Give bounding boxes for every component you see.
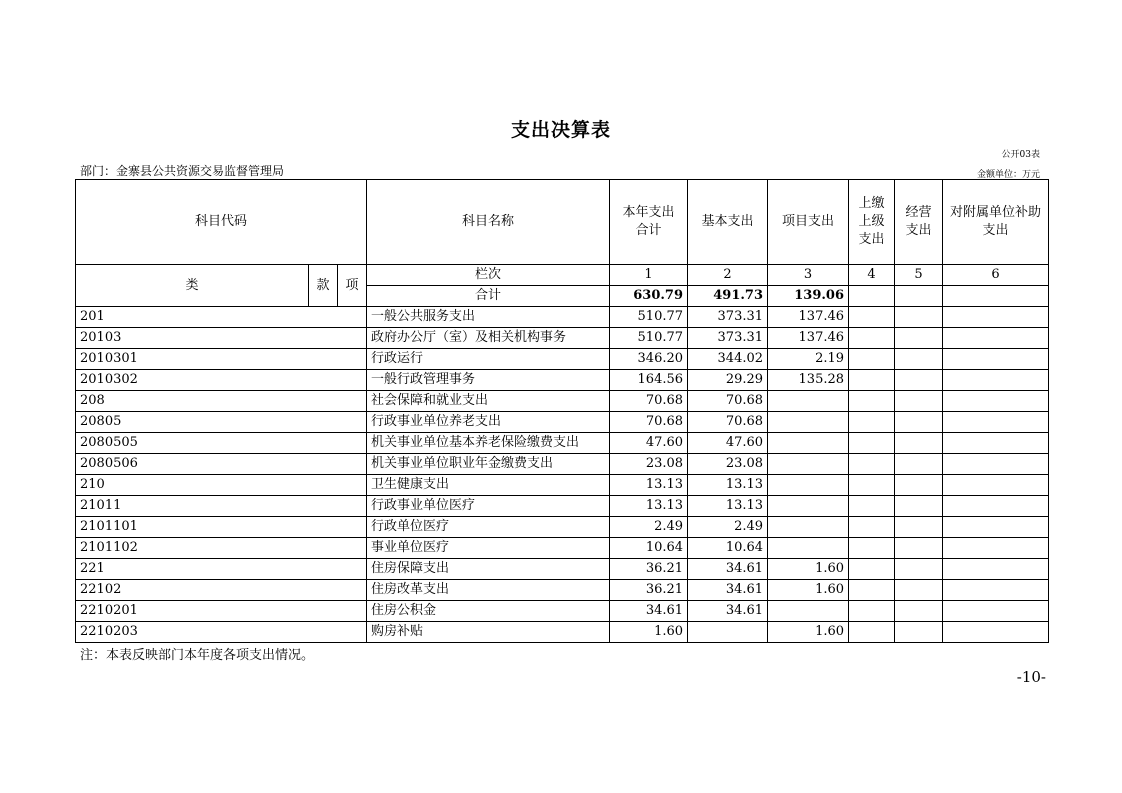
cell-project xyxy=(768,538,849,559)
cell-business xyxy=(895,433,943,454)
cell-upper xyxy=(849,517,895,538)
page-title: 支出决算表 xyxy=(510,119,611,141)
cell-project xyxy=(768,517,849,538)
total-label: 合计 xyxy=(367,286,610,307)
cell-upper xyxy=(849,475,895,496)
header-subsidy: 对附属单位补助支出 xyxy=(943,180,1049,265)
cell-total: 510.77 xyxy=(610,328,688,349)
cell-basic: 70.68 xyxy=(688,412,768,433)
cell-code: 2080505 xyxy=(76,433,367,454)
cell-subsidy xyxy=(943,622,1049,643)
cell-code: 210 xyxy=(76,475,367,496)
total-upper xyxy=(849,286,895,307)
cell-code: 20805 xyxy=(76,412,367,433)
cell-total: 164.56 xyxy=(610,370,688,391)
cell-name: 机关事业单位基本养老保险缴费支出 xyxy=(367,433,610,454)
cell-total: 36.21 xyxy=(610,559,688,580)
cell-upper xyxy=(849,391,895,412)
cell-upper xyxy=(849,433,895,454)
cell-basic: 70.68 xyxy=(688,391,768,412)
cell-subsidy xyxy=(943,601,1049,622)
cell-subsidy xyxy=(943,475,1049,496)
cell-upper xyxy=(849,559,895,580)
cell-subsidy xyxy=(943,559,1049,580)
header-name: 科目名称 xyxy=(367,180,610,265)
cell-project: 1.60 xyxy=(768,580,849,601)
total-basic: 491.73 xyxy=(688,286,768,307)
cell-code: 2210201 xyxy=(76,601,367,622)
cell-name: 一般公共服务支出 xyxy=(367,307,610,328)
cell-code: 2210203 xyxy=(76,622,367,643)
cell-basic: 344.02 xyxy=(688,349,768,370)
header-business: 经营支出 xyxy=(895,180,943,265)
table-row xyxy=(76,601,1049,622)
cell-total: 70.68 xyxy=(610,412,688,433)
cell-subsidy xyxy=(943,454,1049,475)
cell-subsidy xyxy=(943,517,1049,538)
cell-name: 住房公积金 xyxy=(367,601,610,622)
cell-name: 住房保障支出 xyxy=(367,559,610,580)
cell-total: 13.13 xyxy=(610,475,688,496)
cell-total: 34.61 xyxy=(610,601,688,622)
table-row xyxy=(76,538,1049,559)
cell-code: 201 xyxy=(76,307,367,328)
table-row xyxy=(76,328,1049,349)
table-row xyxy=(76,412,1049,433)
cell-name: 事业单位医疗 xyxy=(367,538,610,559)
cell-code: 2010302 xyxy=(76,370,367,391)
total-business xyxy=(895,286,943,307)
page-number: -10- xyxy=(1016,668,1046,686)
cell-code: 2010301 xyxy=(76,349,367,370)
cell-project xyxy=(768,454,849,475)
table-note: 注：本表反映部门本年度各项支出情况。 xyxy=(80,648,315,663)
cell-upper xyxy=(849,601,895,622)
cell-total: 47.60 xyxy=(610,433,688,454)
cell-subsidy xyxy=(943,538,1049,559)
cell-upper xyxy=(849,307,895,328)
cell-business xyxy=(895,328,943,349)
form-number: 公开03表 xyxy=(1001,150,1040,160)
cell-subsidy xyxy=(943,370,1049,391)
column-index-row xyxy=(76,265,1049,286)
cell-upper xyxy=(849,349,895,370)
table-row xyxy=(76,517,1049,538)
cell-name: 行政运行 xyxy=(367,349,610,370)
cell-code: 20103 xyxy=(76,328,367,349)
cell-name: 行政事业单位医疗 xyxy=(367,496,610,517)
cell-business xyxy=(895,622,943,643)
cell-total: 10.64 xyxy=(610,538,688,559)
cell-basic: 34.61 xyxy=(688,601,768,622)
cell-subsidy xyxy=(943,496,1049,517)
cell-basic: 373.31 xyxy=(688,328,768,349)
cell-name: 住房改革支出 xyxy=(367,580,610,601)
cell-business xyxy=(895,601,943,622)
col-index-3: 3 xyxy=(768,265,849,286)
table-row xyxy=(76,391,1049,412)
total-amount: 630.79 xyxy=(610,286,688,307)
table-row xyxy=(76,580,1049,601)
cell-project: 135.28 xyxy=(768,370,849,391)
cell-name: 一般行政管理事务 xyxy=(367,370,610,391)
header-lei: 类 xyxy=(76,265,309,307)
cell-code: 208 xyxy=(76,391,367,412)
total-subsidy xyxy=(943,286,1049,307)
cell-subsidy xyxy=(943,391,1049,412)
cell-upper xyxy=(849,622,895,643)
cell-basic: 13.13 xyxy=(688,475,768,496)
cell-upper xyxy=(849,328,895,349)
amount-unit-label: 金额单位：万元 xyxy=(976,170,1040,180)
cell-code: 22102 xyxy=(76,580,367,601)
cell-business xyxy=(895,580,943,601)
cell-business xyxy=(895,559,943,580)
cell-total: 2.49 xyxy=(610,517,688,538)
cell-business xyxy=(895,370,943,391)
cell-subsidy xyxy=(943,412,1049,433)
header-upper: 上缴上级支出 xyxy=(849,180,895,265)
col-index-1: 1 xyxy=(610,265,688,286)
cell-name: 政府办公厅（室）及相关机构事务 xyxy=(367,328,610,349)
table-row xyxy=(76,349,1049,370)
col-index-6: 6 xyxy=(943,265,1049,286)
cell-code: 2101102 xyxy=(76,538,367,559)
cell-basic: 13.13 xyxy=(688,496,768,517)
table-row xyxy=(76,496,1049,517)
cell-subsidy xyxy=(943,307,1049,328)
header-kuan: 款 xyxy=(309,265,338,307)
cell-total: 1.60 xyxy=(610,622,688,643)
cell-business xyxy=(895,454,943,475)
cell-upper xyxy=(849,370,895,391)
expenditure-table xyxy=(75,179,1049,643)
cell-subsidy xyxy=(943,433,1049,454)
cell-basic: 373.31 xyxy=(688,307,768,328)
table-row xyxy=(76,559,1049,580)
cell-project xyxy=(768,412,849,433)
cell-total: 346.20 xyxy=(610,349,688,370)
table-row xyxy=(76,370,1049,391)
cell-code: 21011 xyxy=(76,496,367,517)
cell-project: 1.60 xyxy=(768,559,849,580)
col-index-4: 4 xyxy=(849,265,895,286)
col-index-2: 2 xyxy=(688,265,768,286)
header-xiang: 项 xyxy=(338,265,367,307)
col-index-5: 5 xyxy=(895,265,943,286)
cell-basic: 47.60 xyxy=(688,433,768,454)
cell-project: 2.19 xyxy=(768,349,849,370)
cell-code: 2080506 xyxy=(76,454,367,475)
cell-business xyxy=(895,391,943,412)
cell-business xyxy=(895,349,943,370)
cell-business xyxy=(895,538,943,559)
cell-basic: 34.61 xyxy=(688,580,768,601)
cell-name: 机关事业单位职业年金缴费支出 xyxy=(367,454,610,475)
cell-name: 行政事业单位养老支出 xyxy=(367,412,610,433)
header-basic: 基本支出 xyxy=(688,180,768,265)
cell-upper xyxy=(849,412,895,433)
cell-basic: 23.08 xyxy=(688,454,768,475)
cell-upper xyxy=(849,496,895,517)
cell-business xyxy=(895,517,943,538)
cell-project xyxy=(768,391,849,412)
cell-total: 13.13 xyxy=(610,496,688,517)
cell-project xyxy=(768,496,849,517)
table-row xyxy=(76,622,1049,643)
cell-business xyxy=(895,307,943,328)
cell-project: 137.46 xyxy=(768,328,849,349)
header-project: 项目支出 xyxy=(768,180,849,265)
cell-project: 1.60 xyxy=(768,622,849,643)
header-lanci: 栏次 xyxy=(367,265,610,286)
cell-total: 510.77 xyxy=(610,307,688,328)
cell-code: 221 xyxy=(76,559,367,580)
header-row xyxy=(76,180,1049,265)
cell-business xyxy=(895,496,943,517)
cell-project: 137.46 xyxy=(768,307,849,328)
cell-upper xyxy=(849,580,895,601)
cell-subsidy xyxy=(943,349,1049,370)
cell-project xyxy=(768,433,849,454)
cell-code: 2101101 xyxy=(76,517,367,538)
cell-project xyxy=(768,475,849,496)
cell-name: 卫生健康支出 xyxy=(367,475,610,496)
cell-subsidy xyxy=(943,580,1049,601)
total-project: 139.06 xyxy=(768,286,849,307)
cell-name: 行政单位医疗 xyxy=(367,517,610,538)
cell-total: 36.21 xyxy=(610,580,688,601)
cell-basic xyxy=(688,622,768,643)
table-row xyxy=(76,475,1049,496)
cell-upper xyxy=(849,538,895,559)
table-row xyxy=(76,454,1049,475)
cell-name: 社会保障和就业支出 xyxy=(367,391,610,412)
cell-business xyxy=(895,475,943,496)
header-code: 科目代码 xyxy=(76,180,367,265)
cell-basic: 29.29 xyxy=(688,370,768,391)
cell-basic: 10.64 xyxy=(688,538,768,559)
header-total: 本年支出合计 xyxy=(610,180,688,265)
cell-total: 70.68 xyxy=(610,391,688,412)
cell-upper xyxy=(849,454,895,475)
cell-subsidy xyxy=(943,328,1049,349)
cell-business xyxy=(895,412,943,433)
table-row xyxy=(76,433,1049,454)
cell-project xyxy=(768,601,849,622)
cell-basic: 2.49 xyxy=(688,517,768,538)
department-label: 部门：金寨县公共资源交易监督管理局 xyxy=(80,164,285,178)
cell-basic: 34.61 xyxy=(688,559,768,580)
cell-name: 购房补贴 xyxy=(367,622,610,643)
cell-total: 23.08 xyxy=(610,454,688,475)
table-row xyxy=(76,307,1049,328)
